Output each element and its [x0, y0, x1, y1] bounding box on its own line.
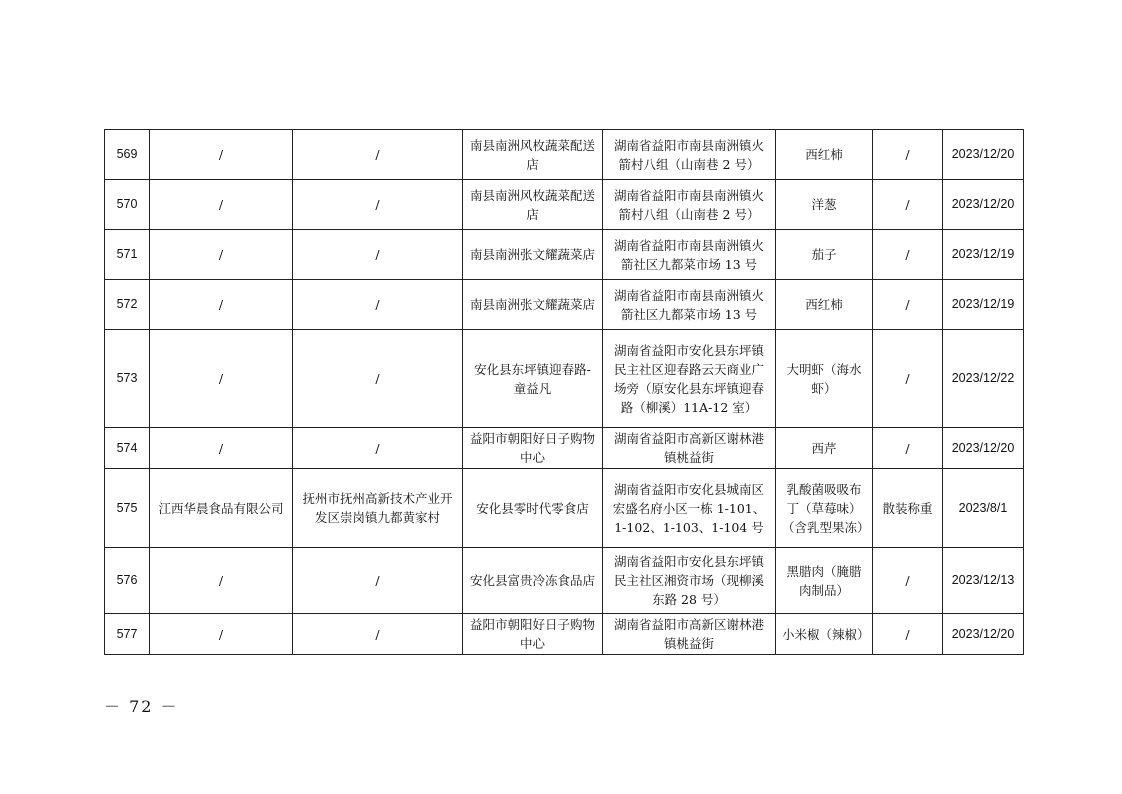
- producer-name: 江西华晨食品有限公司: [150, 469, 293, 548]
- seller-address: 湖南省益阳市高新区谢林港镇桃益街: [603, 428, 776, 469]
- production-date: 2023/12/20: [943, 428, 1024, 469]
- table-row: [105, 614, 1024, 655]
- product-spec: /: [873, 230, 943, 280]
- seller-address: 湖南省益阳市安化县城南区宏盛名府小区一栋 1-101、1-102、1-103、1-104 号: [603, 469, 776, 548]
- seller-name: 南县南洲风枚蔬菜配送店: [463, 180, 603, 230]
- product-name: 西红柿: [776, 280, 873, 330]
- seller-address: 湖南省益阳市安化县东坪镇民主社区湘资市场（现柳溪东路 28 号）: [603, 548, 776, 614]
- product-spec: /: [873, 548, 943, 614]
- product-spec: /: [873, 280, 943, 330]
- table-row: [105, 180, 1024, 230]
- seller-address: 湖南省益阳市安化县东坪镇民主社区迎春路云天商业广场旁（原安化县东坪镇迎春路（柳溪）11A-12 室）: [603, 330, 776, 428]
- product-spec: /: [873, 130, 943, 180]
- product-name: 洋葱: [776, 180, 873, 230]
- production-date: 2023/12/13: [943, 548, 1024, 614]
- page-number: － 72 －: [104, 697, 179, 716]
- producer-address: /: [293, 230, 463, 280]
- seller-address: 湖南省益阳市南县南洲镇火箭村八组（山南巷 2 号）: [603, 130, 776, 180]
- seller-address: 湖南省益阳市高新区谢林港镇桃益街: [603, 614, 776, 655]
- product-name: 乳酸菌吸吸布丁（草莓味）（含乳型果冻）: [776, 469, 873, 548]
- seller-name: 安化县零时代零食店: [463, 469, 603, 548]
- producer-address: /: [293, 130, 463, 180]
- producer-address: /: [293, 548, 463, 614]
- producer-address: /: [293, 428, 463, 469]
- seller-address: 湖南省益阳市南县南洲镇火箭社区九都菜市场 13 号: [603, 280, 776, 330]
- product-name: 小米椒（辣椒）: [776, 614, 873, 655]
- product-name: 黑腊肉（腌腊肉制品）: [776, 548, 873, 614]
- seller-name: 安化县富贵冷冻食品店: [463, 548, 603, 614]
- row-number: 575: [105, 469, 150, 548]
- table-row: [105, 330, 1024, 428]
- production-date: 2023/12/20: [943, 614, 1024, 655]
- producer-name: /: [150, 180, 293, 230]
- production-date: 2023/12/20: [943, 180, 1024, 230]
- row-number: 576: [105, 548, 150, 614]
- producer-name: /: [150, 280, 293, 330]
- producer-address: /: [293, 180, 463, 230]
- producer-name: /: [150, 230, 293, 280]
- seller-name: 南县南洲张文耀蔬菜店: [463, 280, 603, 330]
- table-row: [105, 469, 1024, 548]
- producer-address: /: [293, 280, 463, 330]
- producer-name: /: [150, 614, 293, 655]
- table-row: [105, 280, 1024, 330]
- table-row: [105, 548, 1024, 614]
- seller-address: 湖南省益阳市南县南洲镇火箭社区九都菜市场 13 号: [603, 230, 776, 280]
- producer-address: /: [293, 330, 463, 428]
- product-spec: 散装称重: [873, 469, 943, 548]
- seller-name: 益阳市朝阳好日子购物中心: [463, 428, 603, 469]
- production-date: 2023/8/1: [943, 469, 1024, 548]
- product-spec: /: [873, 180, 943, 230]
- producer-name: /: [150, 330, 293, 428]
- product-name: 西红柿: [776, 130, 873, 180]
- production-date: 2023/12/22: [943, 330, 1024, 428]
- row-number: 571: [105, 230, 150, 280]
- producer-name: /: [150, 130, 293, 180]
- product-name: 西芹: [776, 428, 873, 469]
- production-date: 2023/12/19: [943, 230, 1024, 280]
- producer-address: 抚州市抚州高新技术产业开发区崇岗镇九都黄家村: [293, 469, 463, 548]
- row-number: 570: [105, 180, 150, 230]
- producer-address: /: [293, 614, 463, 655]
- seller-name: 益阳市朝阳好日子购物中心: [463, 614, 603, 655]
- data-table: [104, 129, 1024, 655]
- row-number: 569: [105, 130, 150, 180]
- table-row: [105, 428, 1024, 469]
- product-spec: /: [873, 330, 943, 428]
- product-name: 大明虾（海水虾）: [776, 330, 873, 428]
- row-number: 572: [105, 280, 150, 330]
- product-spec: /: [873, 614, 943, 655]
- table-row: [105, 230, 1024, 280]
- seller-name: 安化县东坪镇迎春路-童益凡: [463, 330, 603, 428]
- producer-name: /: [150, 428, 293, 469]
- table-row: [105, 130, 1024, 180]
- seller-name: 南县南洲风枚蔬菜配送店: [463, 130, 603, 180]
- row-number: 577: [105, 614, 150, 655]
- seller-address: 湖南省益阳市南县南洲镇火箭村八组（山南巷 2 号）: [603, 180, 776, 230]
- production-date: 2023/12/19: [943, 280, 1024, 330]
- product-name: 茄子: [776, 230, 873, 280]
- product-spec: /: [873, 428, 943, 469]
- seller-name: 南县南洲张文耀蔬菜店: [463, 230, 603, 280]
- producer-name: /: [150, 548, 293, 614]
- row-number: 573: [105, 330, 150, 428]
- production-date: 2023/12/20: [943, 130, 1024, 180]
- row-number: 574: [105, 428, 150, 469]
